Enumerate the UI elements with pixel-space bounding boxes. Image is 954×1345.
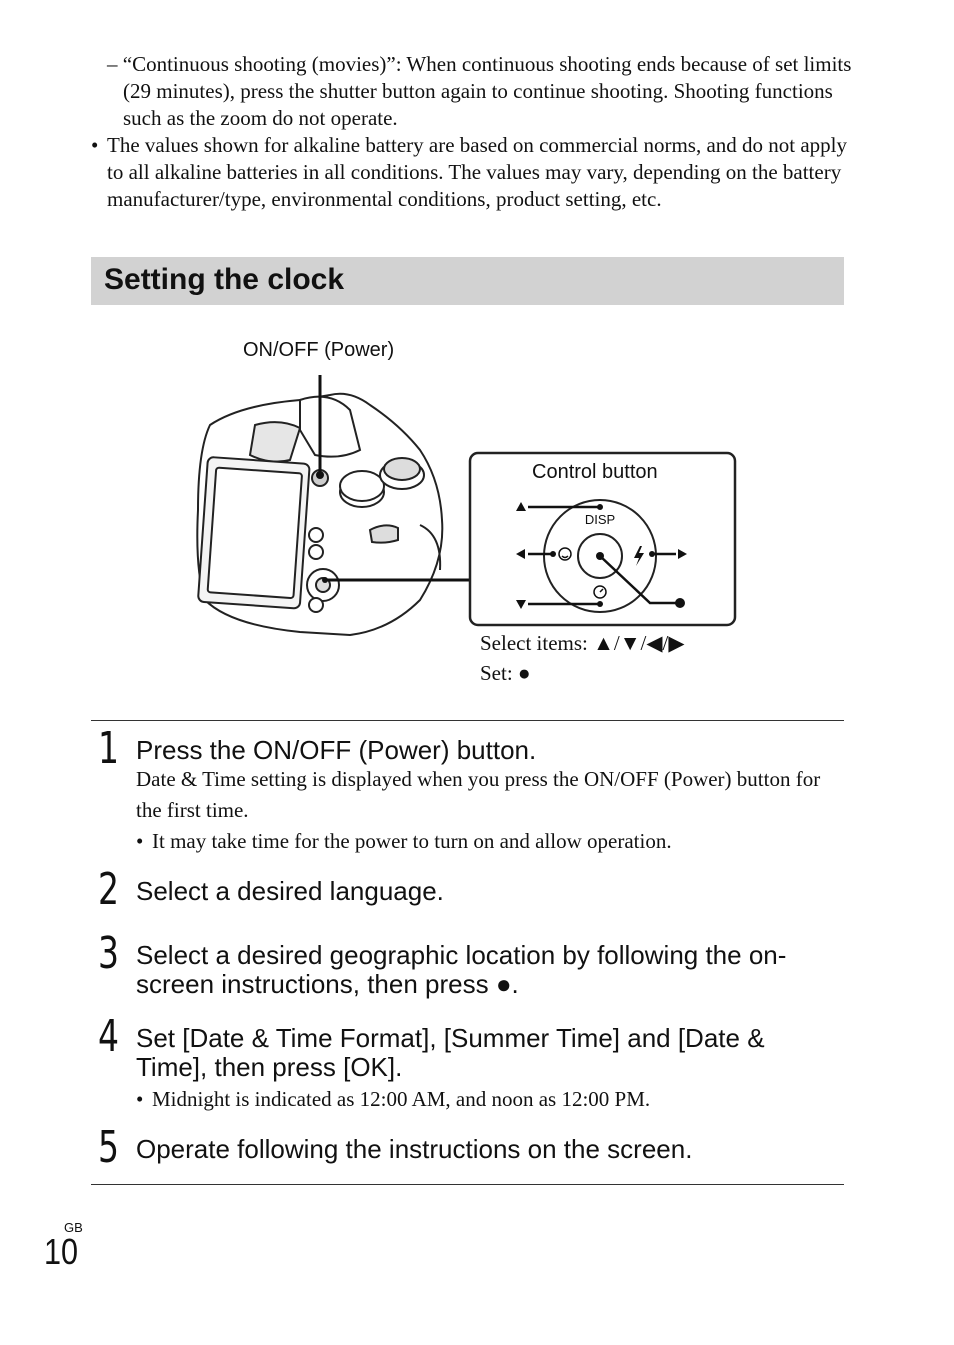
camera-diagram [0,330,954,750]
page-number: 10 [44,1231,79,1272]
control-button-label: Control button [532,461,658,483]
select-items-label: Select items: ▲/▼/◀/▶ [480,631,685,655]
step-4-bullet-mark: • [136,1087,144,1111]
step-3-title: Select a desired geographic location by following the on-screen instructions, then press ●. [136,940,787,999]
intro-bullet-mark: • [91,133,99,157]
step-1-text: Date & Time setting is displayed when you press the ON/OFF (Power) button for the first time. [136,767,821,822]
step-5-title: Operate following the instructions on the screen. [136,1134,693,1164]
step-1-title: Press the ON/OFF (Power) button. [136,735,537,765]
step-4-number: 4 [98,1011,119,1062]
section-title: Setting the clock [104,263,345,296]
step-4-bullet: Midnight is indicated as 12:00 AM, and noon as 12:00 PM. [152,1087,651,1111]
step-3-number: 3 [98,928,119,979]
steps-bottom-rule [91,1184,844,1185]
region-code: GB [64,1220,83,1235]
step-4-title: Set [Date & Time Format], [Summer Time] and [Date & Time], then press [OK]. [136,1023,765,1082]
disp-label: DISP [584,512,616,527]
set-label: Set: ● [480,661,531,685]
intro-bullet-item: The values shown for alkaline battery are based on commercial norms, and do not apply to all alkaline batteries in all conditions. The values may vary, depending on the battery manufacturer/type, environmental conditions, product setting, etc. [107,133,848,211]
step-2-title: Select a desired language. [136,876,444,906]
intro-dash-item: – “Continuous shooting (movies)”: When continuous shooting ends because of set limits (29 minutes), press the shutter button again to continue shooting. Shooting functions such as the zoom do not operate. [107,52,852,130]
steps-top-rule [91,720,844,721]
step-1-bullet: It may take time for the power to turn on and allow operation. [152,829,672,853]
step-5-number: 5 [98,1122,119,1173]
step-1-bullet-mark: • [136,829,144,853]
power-label: ON/OFF (Power) [243,339,395,361]
step-2-number: 2 [98,864,119,915]
step-1-number: 1 [98,723,119,774]
